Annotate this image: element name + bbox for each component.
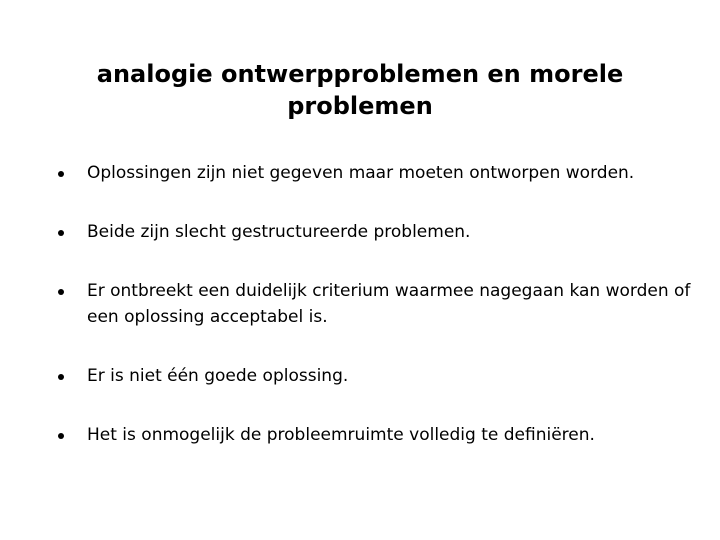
bullet-item	[56, 160, 696, 186]
bullet-item	[56, 278, 696, 330]
bullet-item	[56, 422, 696, 448]
bullet-list	[56, 160, 696, 481]
bullet-dot-icon	[58, 230, 64, 236]
bullet-dot-icon	[58, 289, 64, 295]
bullet-item	[56, 219, 696, 245]
bullet-dot-icon	[58, 374, 64, 380]
bullet-text: Het is onmogelijk de probleemruimte volledig te definiëren.	[87, 425, 595, 445]
bullet-dot-icon	[58, 433, 64, 439]
bullet-text: Oplossingen zijn niet gegeven maar moeten ontworpen worden.	[87, 163, 635, 183]
bullet-item	[56, 363, 696, 389]
bullet-text: Beide zijn slecht gestructureerde problemen.	[87, 222, 471, 242]
slide-title: analogie ontwerpproblemen en morele problemen	[96, 60, 624, 120]
bullet-dot-icon	[58, 171, 64, 177]
bullet-text: Er is niet één goede oplossing.	[87, 366, 349, 386]
bullet-text: Er ontbreekt een duidelijk criterium waarmee nagegaan kan worden of een oplossing acceptabel is.	[87, 281, 691, 327]
